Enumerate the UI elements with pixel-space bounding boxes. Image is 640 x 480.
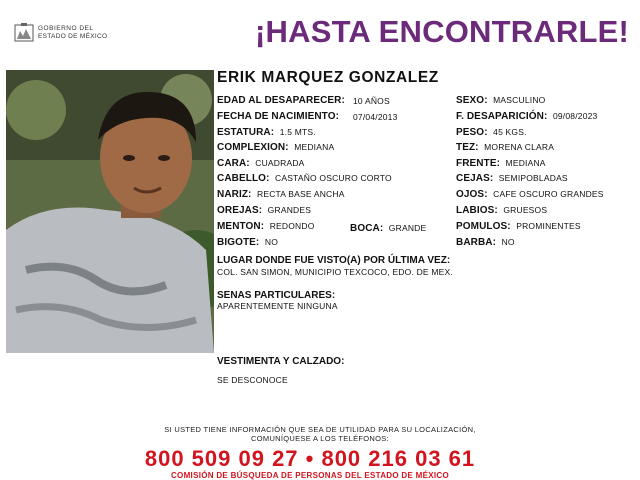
row-sexo (456, 95, 545, 106)
edad-value: 10 AÑOS (353, 96, 390, 106)
row-ojos (456, 189, 604, 200)
row-tez (456, 142, 554, 153)
row-cara (217, 158, 305, 169)
boca-label: BOCA: (350, 223, 384, 234)
nariz-label: NARIZ: (217, 189, 252, 200)
row-estatura (217, 127, 316, 138)
barba-value: NO (501, 237, 515, 247)
row-nacimiento (217, 111, 398, 122)
peso-label: PESO: (456, 127, 488, 138)
nacimiento-label: FECHA DE NACIMIENTO: (217, 111, 339, 122)
complexion-label: COMPLEXION: (217, 142, 289, 153)
labios-value: GRUESOS (503, 205, 548, 215)
labios-label: LABIOS: (456, 205, 498, 216)
edad-label: EDAD AL DESAPARECER: (217, 95, 345, 106)
government-logo (13, 22, 113, 44)
senas-label: SENAS PARTICULARES: (217, 290, 336, 301)
desaparicion-label: F. DESAPARICIÓN: (456, 111, 548, 122)
bigote-label: BIGOTE: (217, 237, 260, 248)
cejas-label: CEJAS: (456, 173, 494, 184)
row-barba (456, 237, 515, 248)
row-nariz (217, 189, 345, 200)
row-desaparicion (456, 111, 597, 122)
cejas-value: SEMIPOBLADAS (498, 173, 568, 183)
cabello-label: CABELLO: (217, 173, 270, 184)
row-cejas (456, 173, 568, 184)
pomulos-value: PROMINENTES (516, 221, 581, 231)
tez-value: MORENA CLARA (484, 142, 555, 152)
lugar-value: COL. SAN SIMON, MUNICIPIO TEXCOCO, EDO. DE MEX. (217, 267, 453, 277)
nacimiento-value: 07/04/2013 (353, 112, 398, 122)
cara-value: CUADRADA (255, 158, 305, 168)
phone-numbers[interactable]: 800 509 09 27 • 800 216 03 61 (144, 446, 476, 471)
info-line-2: COMUNÍQUESE A LOS TELÉFONOS: (251, 434, 389, 443)
pomulos-label: POMULOS: (456, 221, 511, 232)
estatura-value: 1.5 MTS. (279, 127, 316, 137)
row-peso (456, 127, 527, 138)
photo-illustration (6, 70, 214, 353)
sexo-value: MASCULINO (493, 95, 546, 105)
ojos-value: CAFE OSCURO GRANDES (493, 189, 604, 199)
row-edad (217, 95, 390, 106)
menton-label: MENTON: (217, 221, 265, 232)
orejas-label: OREJAS: (217, 205, 263, 216)
missing-person-photo (6, 70, 214, 353)
cabello-value: CASTAÑO OSCURO CORTO (274, 173, 392, 183)
senas-value: APARENTEMENTE NINGUNA (217, 301, 338, 311)
cara-label: CARA: (217, 158, 250, 169)
row-bigote (217, 237, 278, 248)
complexion-value: MEDIANA (294, 142, 335, 152)
estatura-label: ESTATURA: (217, 127, 275, 138)
peso-value: 45 KGS. (493, 127, 527, 137)
row-pomulos (456, 221, 581, 232)
row-frente (456, 158, 546, 169)
headline: ¡HASTA ENCONTRARLE! (255, 14, 630, 49)
sexo-label: SEXO: (456, 95, 488, 106)
logo-line-1: GOBIERNO DEL (38, 25, 94, 32)
row-complexion (217, 142, 334, 153)
row-cabello (217, 173, 392, 184)
barba-label: BARBA: (456, 237, 497, 248)
row-labios (456, 205, 547, 216)
person-name: ERIK MARQUEZ GONZALEZ (217, 69, 439, 86)
row-menton (217, 221, 315, 232)
logo-line-2: ESTADO DE MÉXICO (38, 33, 108, 40)
row-orejas (217, 205, 311, 216)
row-boca (350, 223, 426, 234)
bigote-value: NO (264, 237, 279, 247)
frente-value: MEDIANA (505, 158, 546, 168)
info-line-1: SI USTED TIENE INFORMACIÓN QUE SEA DE UTILIDAD PARA SU LOCALIZACIÓN, (164, 425, 476, 434)
vestimenta-value: SE DESCONOCE (217, 375, 288, 385)
vestimenta-label: VESTIMENTA Y CALZADO: (217, 356, 345, 367)
tez-label: TEZ: (456, 142, 479, 153)
orejas-value: GRANDES (267, 205, 312, 215)
ojos-label: OJOS: (456, 189, 488, 200)
nariz-value: RECTA BASE ANCHA (257, 189, 345, 199)
desaparicion-value: 09/08/2023 (552, 111, 598, 121)
boca-value: GRANDE (388, 223, 427, 233)
frente-label: FRENTE: (456, 158, 501, 169)
state-emblem-icon (13, 22, 35, 44)
menton-value: REDONDO (269, 221, 315, 231)
lugar-label: LUGAR DONDE FUE VISTO(A) POR ÚLTIMA VEZ: (217, 255, 451, 266)
commission-name: COMISIÓN DE BÚSQUEDA DE PERSONAS DEL ESTADO DE MÉXICO (170, 471, 449, 480)
